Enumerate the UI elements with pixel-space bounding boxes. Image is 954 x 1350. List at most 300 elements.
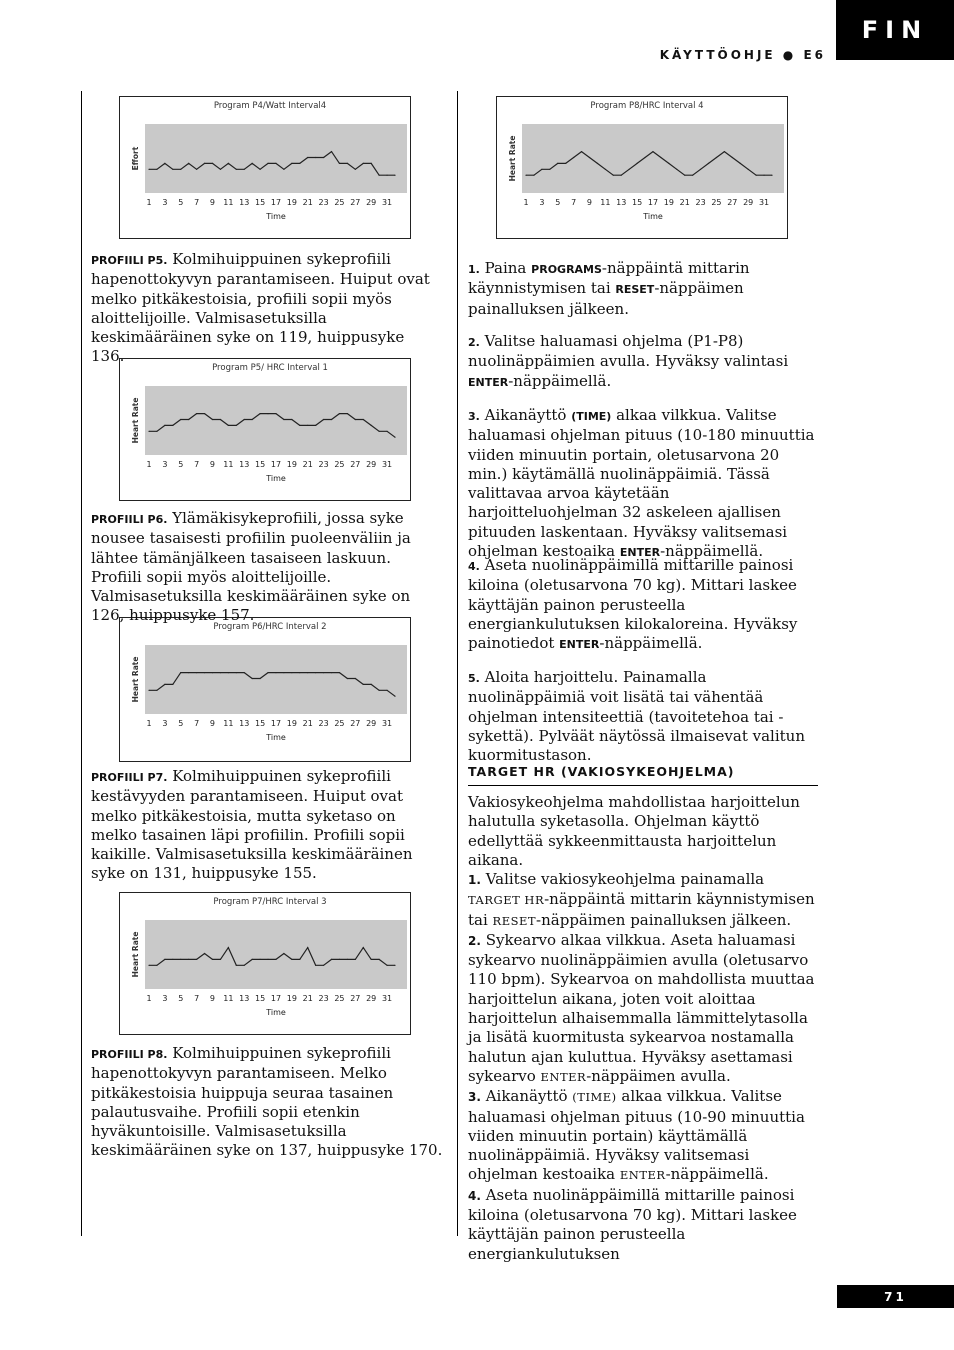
profile-p8-paragraph bbox=[91, 1044, 443, 1161]
y-axis-label: Heart Rate bbox=[508, 135, 517, 182]
data-point bbox=[394, 965, 395, 966]
target-step-3-text-a: Aikanäyttö bbox=[480, 1087, 573, 1106]
data-point bbox=[148, 169, 149, 170]
profile-p8-label: PROFIILI P8. bbox=[91, 1048, 168, 1061]
data-point bbox=[196, 959, 197, 960]
data-point bbox=[589, 157, 590, 158]
data-point bbox=[363, 947, 364, 948]
target-step-1-text-c: -näppäimen painalluksen jälkeen. bbox=[536, 910, 792, 929]
x-tick-label: 13 bbox=[616, 198, 627, 207]
data-point bbox=[331, 672, 332, 673]
data-point bbox=[236, 425, 237, 426]
data-point bbox=[355, 959, 356, 960]
chart-svg bbox=[120, 618, 410, 761]
profile-p6-paragraph bbox=[91, 509, 441, 626]
data-point bbox=[244, 965, 245, 966]
data-point bbox=[204, 953, 205, 954]
step-3-number: 3. bbox=[468, 410, 480, 423]
data-point bbox=[148, 965, 149, 966]
time-key: (TIME) bbox=[572, 1090, 617, 1105]
x-tick-label: 3 bbox=[539, 198, 545, 207]
data-point bbox=[331, 959, 332, 960]
data-point bbox=[283, 169, 284, 170]
step-3-text-c: -näppäimellä. bbox=[660, 542, 764, 561]
data-point bbox=[339, 163, 340, 164]
data-point bbox=[204, 413, 205, 414]
x-tick-label: 1 bbox=[146, 198, 152, 207]
x-tick-label: 3 bbox=[162, 994, 168, 1003]
x-tick-label: 31 bbox=[381, 994, 393, 1003]
data-point bbox=[565, 163, 566, 164]
data-point bbox=[525, 175, 526, 176]
target-hr-intro: Vakiosykeohjelma mahdollistaa harjoittelun halutulla syketasolla. Ohjelman käyttö edellyttää sykkeenmittausta harjoittelun aikana. bbox=[468, 793, 800, 869]
data-point bbox=[636, 163, 637, 164]
data-point bbox=[394, 175, 395, 176]
profile-p8-text: Kolmihuippuinen sykeprofiili hapenottokyvyn parantamiseen. Melko pitkäkestoisia huippuja seuraa tasainen palautusvaihe. Profiili sopii etenkin hyväkuntoisille. Valmisasetuksilla keskimääräinen syke on 137, huippusyke 170. bbox=[91, 1044, 443, 1160]
data-point bbox=[716, 157, 717, 158]
y-axis-label: Heart Rate bbox=[131, 931, 140, 978]
time-key: (TIME) bbox=[571, 410, 612, 423]
data-point bbox=[748, 169, 749, 170]
data-point bbox=[236, 672, 237, 673]
data-point bbox=[220, 169, 221, 170]
data-point bbox=[660, 157, 661, 158]
enter-key: ENTER bbox=[468, 375, 509, 389]
data-point bbox=[676, 169, 677, 170]
data-point bbox=[244, 672, 245, 673]
data-point bbox=[339, 413, 340, 414]
data-point bbox=[164, 959, 165, 960]
data-point bbox=[347, 678, 348, 679]
chart-title: Program P5/ HRC Interval 1 bbox=[212, 363, 328, 373]
data-point bbox=[291, 959, 292, 960]
data-point bbox=[164, 163, 165, 164]
data-point bbox=[307, 157, 308, 158]
step-1-text-a: Paina bbox=[479, 259, 532, 277]
data-point bbox=[371, 959, 372, 960]
data-point bbox=[597, 163, 598, 164]
x-tick-label: 9 bbox=[209, 994, 216, 1003]
target-step-2-number: 2. bbox=[468, 933, 481, 948]
data-point bbox=[236, 965, 237, 966]
y-axis-label: Heart Rate bbox=[131, 656, 140, 703]
x-tick-label: 1 bbox=[146, 994, 152, 1003]
x-tick-label: 19 bbox=[286, 198, 297, 207]
data-point bbox=[347, 413, 348, 414]
chart-title: Program P4/Watt Interval4 bbox=[213, 101, 327, 111]
step-5-number: 5. bbox=[468, 672, 480, 685]
x-tick-label: 5 bbox=[555, 198, 561, 207]
profile-p5-paragraph bbox=[91, 250, 441, 367]
target-step-2-text-b: -näppäimen avulla. bbox=[586, 1066, 731, 1085]
data-point bbox=[339, 959, 340, 960]
data-point bbox=[299, 672, 300, 673]
x-tick-label: 27 bbox=[350, 994, 361, 1003]
data-point bbox=[541, 169, 542, 170]
step-3-text-a: Aikanäyttö bbox=[479, 406, 572, 424]
x-tick-label: 21 bbox=[302, 719, 313, 728]
x-tick-label: 15 bbox=[255, 994, 266, 1003]
x-tick-label: 7 bbox=[194, 460, 200, 469]
data-point bbox=[148, 431, 149, 432]
x-tick-label: 25 bbox=[334, 460, 345, 469]
data-point bbox=[283, 672, 284, 673]
data-point bbox=[307, 947, 308, 948]
data-point bbox=[180, 169, 181, 170]
data-point bbox=[172, 959, 173, 960]
data-point bbox=[164, 684, 165, 685]
data-point bbox=[573, 157, 574, 158]
chart-p8 bbox=[496, 96, 788, 239]
data-point bbox=[204, 672, 205, 673]
x-tick-label: 13 bbox=[239, 994, 250, 1003]
x-tick-label: 1 bbox=[146, 719, 152, 728]
data-point bbox=[259, 169, 260, 170]
header-title: KÄYTTÖOHJE ● E6 bbox=[659, 48, 826, 62]
x-tick-label: 15 bbox=[632, 198, 643, 207]
step-2-number: 2. bbox=[468, 336, 480, 349]
chart-title: Program P7/HRC Interval 3 bbox=[213, 897, 327, 907]
x-tick-label: 17 bbox=[647, 198, 659, 207]
step-1-text-b: -näppäintä mittarin käynnistymisen tai bbox=[468, 259, 750, 298]
step-4-text-a: Aseta nuolinäppäimillä mittarille painosi kiloina (oletusarvona 70 kg). Mittari laskee käyttäjän painon perusteella energiankulutuksen kilokaloreina. Hyväksy painotiedot bbox=[468, 556, 798, 653]
step-4-number: 4. bbox=[468, 560, 480, 573]
data-point bbox=[355, 419, 356, 420]
x-axis-label: Time bbox=[266, 212, 286, 221]
data-point bbox=[299, 425, 300, 426]
data-point bbox=[228, 425, 229, 426]
x-tick-label: 5 bbox=[178, 460, 184, 469]
data-point bbox=[188, 672, 189, 673]
data-point bbox=[771, 175, 772, 176]
step-2 bbox=[468, 332, 820, 392]
data-point bbox=[363, 419, 364, 420]
x-tick-label: 11 bbox=[223, 460, 234, 469]
data-point bbox=[379, 690, 380, 691]
data-point bbox=[275, 672, 276, 673]
data-point bbox=[156, 965, 157, 966]
target-step-1-text-a: Valitse vakiosykeohjelma painamalla bbox=[480, 870, 765, 888]
data-point bbox=[291, 163, 292, 164]
data-point bbox=[212, 959, 213, 960]
data-point bbox=[763, 175, 764, 176]
x-tick-label: 7 bbox=[571, 198, 577, 207]
plot-area bbox=[145, 386, 407, 455]
x-tick-label: 27 bbox=[350, 460, 361, 469]
chart-svg bbox=[120, 97, 410, 238]
plot-area bbox=[522, 124, 784, 193]
data-point bbox=[236, 169, 237, 170]
data-point bbox=[188, 959, 189, 960]
data-point bbox=[363, 684, 364, 685]
x-axis-label: Time bbox=[266, 1008, 286, 1017]
data-point bbox=[613, 175, 614, 176]
data-point bbox=[267, 672, 268, 673]
x-tick-label: 19 bbox=[286, 994, 297, 1003]
data-point bbox=[259, 413, 260, 414]
x-tick-label: 9 bbox=[209, 719, 216, 728]
data-point bbox=[581, 151, 582, 152]
reset-key: RESET bbox=[615, 283, 655, 297]
target-hr-steps bbox=[468, 870, 820, 1264]
step-5 bbox=[468, 668, 820, 765]
data-point bbox=[212, 163, 213, 164]
x-tick-label: 21 bbox=[302, 460, 313, 469]
left-column-rule bbox=[81, 91, 82, 1236]
data-point bbox=[299, 163, 300, 164]
step-1-number: 1. bbox=[468, 263, 480, 276]
data-point bbox=[323, 965, 324, 966]
x-tick-label: 19 bbox=[286, 460, 297, 469]
target-step-1-text-b: -näppäintä mittarin käynnistymisen tai bbox=[468, 890, 815, 929]
x-tick-label: 9 bbox=[209, 460, 216, 469]
data-point bbox=[355, 678, 356, 679]
data-point bbox=[220, 959, 221, 960]
data-point bbox=[275, 959, 276, 960]
data-point bbox=[323, 419, 324, 420]
x-tick-label: 27 bbox=[727, 198, 738, 207]
x-tick-label: 21 bbox=[679, 198, 690, 207]
x-tick-label: 7 bbox=[194, 719, 200, 728]
data-point bbox=[533, 175, 534, 176]
data-point bbox=[379, 431, 380, 432]
data-point bbox=[394, 437, 395, 438]
x-tick-label: 27 bbox=[350, 719, 361, 728]
x-tick-label: 29 bbox=[366, 460, 377, 469]
step-2-text-b: -näppäimellä. bbox=[508, 371, 612, 390]
data-point bbox=[549, 169, 550, 170]
data-point bbox=[684, 175, 685, 176]
data-point bbox=[629, 169, 630, 170]
x-tick-label: 29 bbox=[743, 198, 754, 207]
x-tick-label: 15 bbox=[255, 198, 266, 207]
data-point bbox=[188, 163, 189, 164]
data-point bbox=[323, 157, 324, 158]
data-point bbox=[180, 419, 181, 420]
x-tick-label: 25 bbox=[334, 198, 345, 207]
data-point bbox=[299, 959, 300, 960]
data-point bbox=[732, 157, 733, 158]
data-point bbox=[196, 672, 197, 673]
data-point bbox=[644, 157, 645, 158]
chart-p6 bbox=[119, 617, 411, 762]
data-point bbox=[386, 690, 387, 691]
data-point bbox=[172, 425, 173, 426]
data-point bbox=[180, 959, 181, 960]
center-column-rule bbox=[457, 91, 458, 1236]
x-tick-label: 7 bbox=[194, 198, 200, 207]
x-tick-label: 25 bbox=[334, 719, 345, 728]
x-tick-label: 1 bbox=[146, 460, 152, 469]
x-tick-label: 23 bbox=[318, 719, 329, 728]
x-tick-label: 31 bbox=[381, 198, 393, 207]
data-point bbox=[156, 431, 157, 432]
x-tick-label: 15 bbox=[255, 460, 266, 469]
data-point bbox=[379, 175, 380, 176]
data-point bbox=[267, 413, 268, 414]
data-point bbox=[652, 151, 653, 152]
x-tick-label: 11 bbox=[223, 994, 234, 1003]
chart-svg bbox=[120, 893, 410, 1034]
data-point bbox=[307, 672, 308, 673]
data-point bbox=[315, 965, 316, 966]
data-point bbox=[212, 672, 213, 673]
x-tick-label: 31 bbox=[758, 198, 770, 207]
chart-p7 bbox=[119, 892, 411, 1035]
data-point bbox=[204, 163, 205, 164]
chart-svg bbox=[120, 359, 410, 500]
enter-key: ENTER bbox=[619, 546, 661, 560]
chart-svg bbox=[497, 97, 787, 238]
data-point bbox=[371, 425, 372, 426]
profile-p7-label: PROFIILI P7. bbox=[91, 771, 168, 784]
x-tick-label: 13 bbox=[239, 198, 250, 207]
target-hr-key: TARGET HR bbox=[468, 893, 545, 908]
x-tick-label: 17 bbox=[270, 994, 282, 1003]
data-point bbox=[621, 175, 622, 176]
page-number: 71 bbox=[837, 1285, 954, 1308]
profile-p5-text: Kolmihuippuinen sykeprofiili hapenottokyvyn parantamiseen. Huiput ovat melko pitkäkestoisia, profiili sopii myös aloittelijoille. Valmisasetuksilla keskimääräinen syke on 119, huippusyke 136. bbox=[91, 250, 430, 366]
data-point bbox=[315, 425, 316, 426]
step-5-text: Aloita harjoittelu. Painamalla nuolinäppäimiä voit lisätä tai vähentää ohjelman intensiteettiä (tavoitetehoa tai -sykettä). Pylväät näytössä ilmaisevat valitun kuormitustason. bbox=[468, 668, 805, 765]
x-tick-label: 19 bbox=[663, 198, 674, 207]
data-point bbox=[228, 163, 229, 164]
data-point bbox=[259, 678, 260, 679]
data-point bbox=[291, 672, 292, 673]
x-tick-label: 23 bbox=[318, 460, 329, 469]
data-point bbox=[347, 959, 348, 960]
data-point bbox=[252, 419, 253, 420]
x-tick-label: 9 bbox=[209, 198, 216, 207]
data-point bbox=[252, 163, 253, 164]
data-point bbox=[148, 690, 149, 691]
data-point bbox=[220, 672, 221, 673]
plot-area bbox=[145, 645, 407, 714]
profile-p7-paragraph bbox=[91, 767, 441, 884]
data-point bbox=[756, 175, 757, 176]
enter-key: ENTER bbox=[619, 1168, 666, 1183]
data-point bbox=[275, 163, 276, 164]
data-point bbox=[228, 672, 229, 673]
data-point bbox=[267, 163, 268, 164]
step-2-text-a: Valitse haluamasi ohjelma (P1-P8) nuolinäppäimien avulla. Hyväksy valintasi bbox=[468, 332, 789, 371]
profile-p6-label: PROFIILI P6. bbox=[91, 513, 168, 526]
x-tick-label: 9 bbox=[586, 198, 593, 207]
data-point bbox=[394, 696, 395, 697]
plot-area bbox=[145, 124, 407, 193]
target-step-3-text-b: alkaa vilkkua. Valitse haluamasi ohjelman pituus (10-90 minuuttia viiden minuutin portain) käyttämällä nuolinäppäimiä. Hyväksy valitsemasi ohjelman kestoaika bbox=[468, 1087, 805, 1184]
data-point bbox=[692, 175, 693, 176]
target-step-1-number: 1. bbox=[468, 873, 481, 887]
x-tick-label: 25 bbox=[334, 994, 345, 1003]
x-axis-label: Time bbox=[266, 474, 286, 483]
data-point bbox=[386, 175, 387, 176]
chart-title: Program P8/HRC Interval 4 bbox=[590, 101, 704, 111]
data-point bbox=[371, 163, 372, 164]
x-axis-label: Time bbox=[266, 733, 286, 742]
data-point bbox=[315, 157, 316, 158]
target-step-3-number: 3. bbox=[468, 1090, 481, 1105]
x-tick-label: 13 bbox=[239, 719, 250, 728]
enter-key: ENTER bbox=[559, 638, 600, 652]
y-axis-label: Effort bbox=[131, 146, 140, 171]
data-point bbox=[244, 419, 245, 420]
data-point bbox=[259, 959, 260, 960]
data-point bbox=[267, 959, 268, 960]
x-tick-label: 11 bbox=[600, 198, 611, 207]
x-tick-label: 5 bbox=[178, 719, 184, 728]
x-tick-label: 21 bbox=[302, 994, 313, 1003]
chart-title: Program P6/HRC Interval 2 bbox=[213, 622, 327, 632]
x-tick-label: 21 bbox=[302, 198, 313, 207]
target-step-2-text-a: Sykearvo alkaa vilkkua. Aseta haluamasi sykearvo nuolinäppäimien avulla (oletusarvo 110 bpm). Sykearvoa on mahdollista muuttaa harjoittelun aikana, joten voit aloittaa harjoittelun alhaisemmalla lämmittelytasolla ja lisätä kuormitusta sykearvoa nostamalla halutun ajan kuluttua. Hyväksy asettamasi sykearvo bbox=[468, 930, 815, 1085]
step-4 bbox=[468, 556, 820, 654]
x-tick-label: 23 bbox=[695, 198, 706, 207]
x-tick-label: 17 bbox=[270, 460, 282, 469]
x-tick-label: 7 bbox=[194, 994, 200, 1003]
data-point bbox=[355, 169, 356, 170]
step-3 bbox=[468, 406, 820, 562]
data-point bbox=[668, 163, 669, 164]
data-point bbox=[339, 672, 340, 673]
x-tick-label: 17 bbox=[270, 198, 282, 207]
x-tick-label: 31 bbox=[381, 719, 393, 728]
data-point bbox=[371, 684, 372, 685]
x-tick-label: 3 bbox=[162, 719, 168, 728]
data-point bbox=[228, 947, 229, 948]
x-tick-label: 11 bbox=[223, 198, 234, 207]
x-axis-label: Time bbox=[643, 212, 663, 221]
step-4-text-b: -näppäimellä. bbox=[599, 634, 703, 653]
language-tab: FIN bbox=[836, 0, 954, 60]
x-tick-label: 27 bbox=[350, 198, 361, 207]
chart-p5 bbox=[119, 358, 411, 501]
step-1 bbox=[468, 259, 820, 319]
data-point bbox=[700, 169, 701, 170]
data-point bbox=[252, 959, 253, 960]
data-point bbox=[188, 419, 189, 420]
x-tick-label: 3 bbox=[162, 460, 168, 469]
profile-p7-text: Kolmihuippuinen sykeprofiili kestävyyden parantamiseen. Huiput ovat melko pitkäkestoisia, mutta syketaso on melko tasainen läpi profiilin. Profiili sopii kaikille. Valmisasetuksilla keskimääräinen syke on 131, huippusyke 155. bbox=[91, 767, 413, 883]
data-point bbox=[244, 169, 245, 170]
enter-key: ENTER bbox=[540, 1069, 587, 1084]
data-point bbox=[363, 163, 364, 164]
x-tick-label: 5 bbox=[178, 994, 184, 1003]
profile-p5-label: PROFIILI P5. bbox=[91, 254, 168, 267]
data-point bbox=[331, 151, 332, 152]
reset-key: RESET bbox=[492, 913, 537, 928]
data-point bbox=[220, 419, 221, 420]
x-tick-label: 3 bbox=[162, 198, 168, 207]
x-tick-label: 31 bbox=[381, 460, 393, 469]
profile-p6-text: Ylämäkisykeprofiili, jossa syke nousee tasaisesti profiilin puoleenväliin ja lähtee tämänjälkeen tasaiseen laskuun. Profiili sopii myös aloittelijoille. Valmisasetuksilla keskimääräinen syke on 126, huippusyke 157. bbox=[91, 509, 411, 625]
data-point bbox=[180, 672, 181, 673]
data-point bbox=[172, 169, 173, 170]
x-tick-label: 25 bbox=[711, 198, 722, 207]
chart-p4 bbox=[119, 96, 411, 239]
data-point bbox=[379, 959, 380, 960]
data-point bbox=[708, 163, 709, 164]
data-point bbox=[724, 151, 725, 152]
x-tick-label: 23 bbox=[318, 198, 329, 207]
x-tick-label: 23 bbox=[318, 994, 329, 1003]
x-tick-label: 19 bbox=[286, 719, 297, 728]
data-point bbox=[164, 425, 165, 426]
data-point bbox=[196, 169, 197, 170]
target-hr-heading: TARGET HR (VAKIOSYKEOHJELMA) bbox=[468, 764, 818, 786]
data-point bbox=[291, 419, 292, 420]
target-step-4-number: 4. bbox=[468, 1188, 481, 1203]
